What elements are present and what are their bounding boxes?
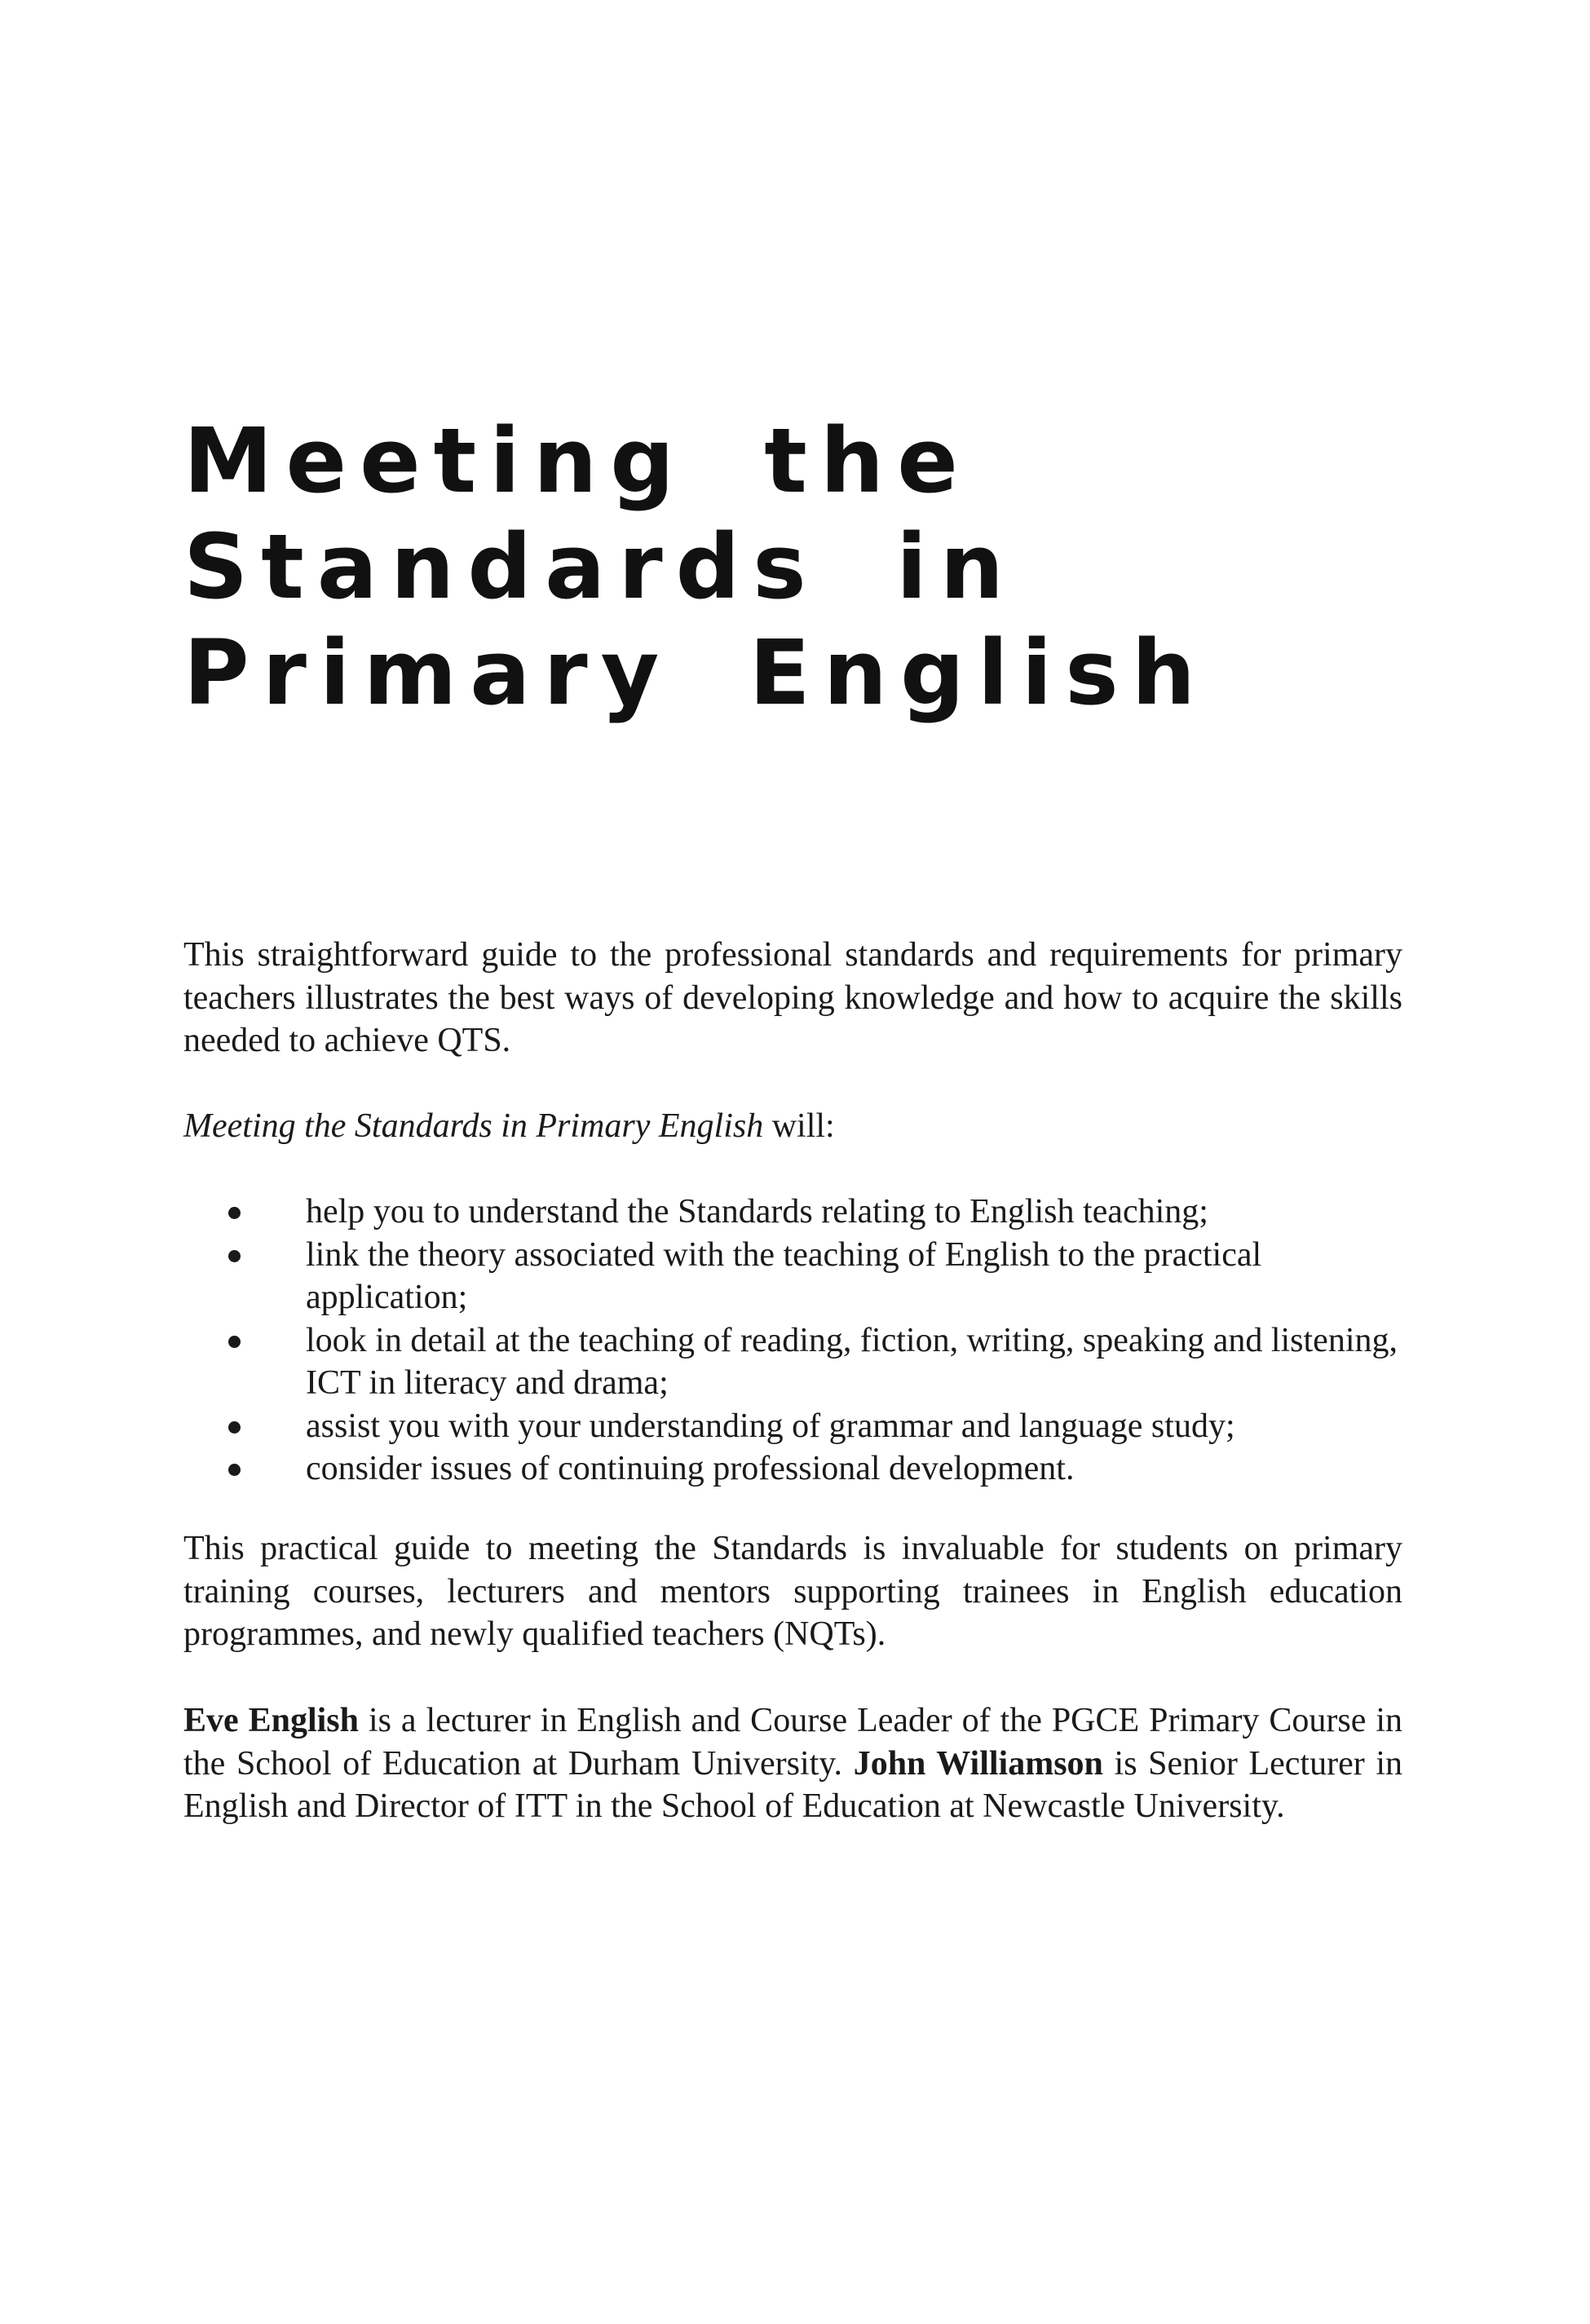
list-item-text: consider issues of continuing professional development. <box>306 1450 1075 1487</box>
author-name-1: Eve English <box>183 1702 360 1739</box>
list-item <box>183 1447 1402 1491</box>
bullet-icon <box>228 1421 241 1434</box>
will-intro-book-title: Meeting the Standards in Primary English <box>183 1107 764 1145</box>
title-line-2: Standards in <box>183 515 1018 619</box>
list-item-text: help you to understand the Standards relating to English teaching; <box>306 1193 1208 1230</box>
list-item <box>183 1319 1402 1405</box>
list-item <box>183 1405 1402 1448</box>
list-item-text: look in detail at the teaching of reading, fiction, writing, speaking and listening, ICT in literacy and drama; <box>306 1321 1398 1402</box>
will-intro-suffix: will: <box>763 1107 835 1145</box>
authors-paragraph <box>183 1699 1402 1828</box>
book-title <box>183 408 1407 726</box>
benefits-list <box>183 1191 1402 1491</box>
author-name-2: John Williamson <box>853 1744 1103 1783</box>
author-bio-2: is Senior Lecturer in English and Director of ITT in the School of Education at Newcastle University. <box>183 1744 1402 1825</box>
bullet-icon <box>228 1207 241 1219</box>
list-item-text: link the theory associated with the teaching of English to the practical application; <box>306 1235 1262 1316</box>
bullet-icon <box>228 1250 241 1262</box>
author-bio-1: is a lecturer in English and Course Leader of the PGCE Primary Course in the School of Education at Durham University. <box>183 1702 1402 1783</box>
title-line-1: Meeting the <box>183 409 971 513</box>
will-intro <box>183 1105 1402 1148</box>
list-item <box>183 1234 1402 1319</box>
list-item-text: assist you with your understanding of grammar and language study; <box>306 1407 1235 1445</box>
title-line-3: Primary English <box>183 621 1209 725</box>
bullet-icon <box>228 1464 241 1476</box>
intro-paragraph: This straightforward guide to the professional standards and requirements for primary teachers illustrates the best ways of developing knowledge and how to acquire the skills needed to achieve QTS. <box>183 936 1402 1059</box>
bullet-icon <box>228 1336 241 1348</box>
audience-paragraph: This practical guide to meeting the Standards is invaluable for students on primary training courses, lecturers and mentors supporting trainees in English education programmes, and newly qualified teachers (NQTs). <box>183 1530 1402 1653</box>
list-item <box>183 1191 1402 1234</box>
